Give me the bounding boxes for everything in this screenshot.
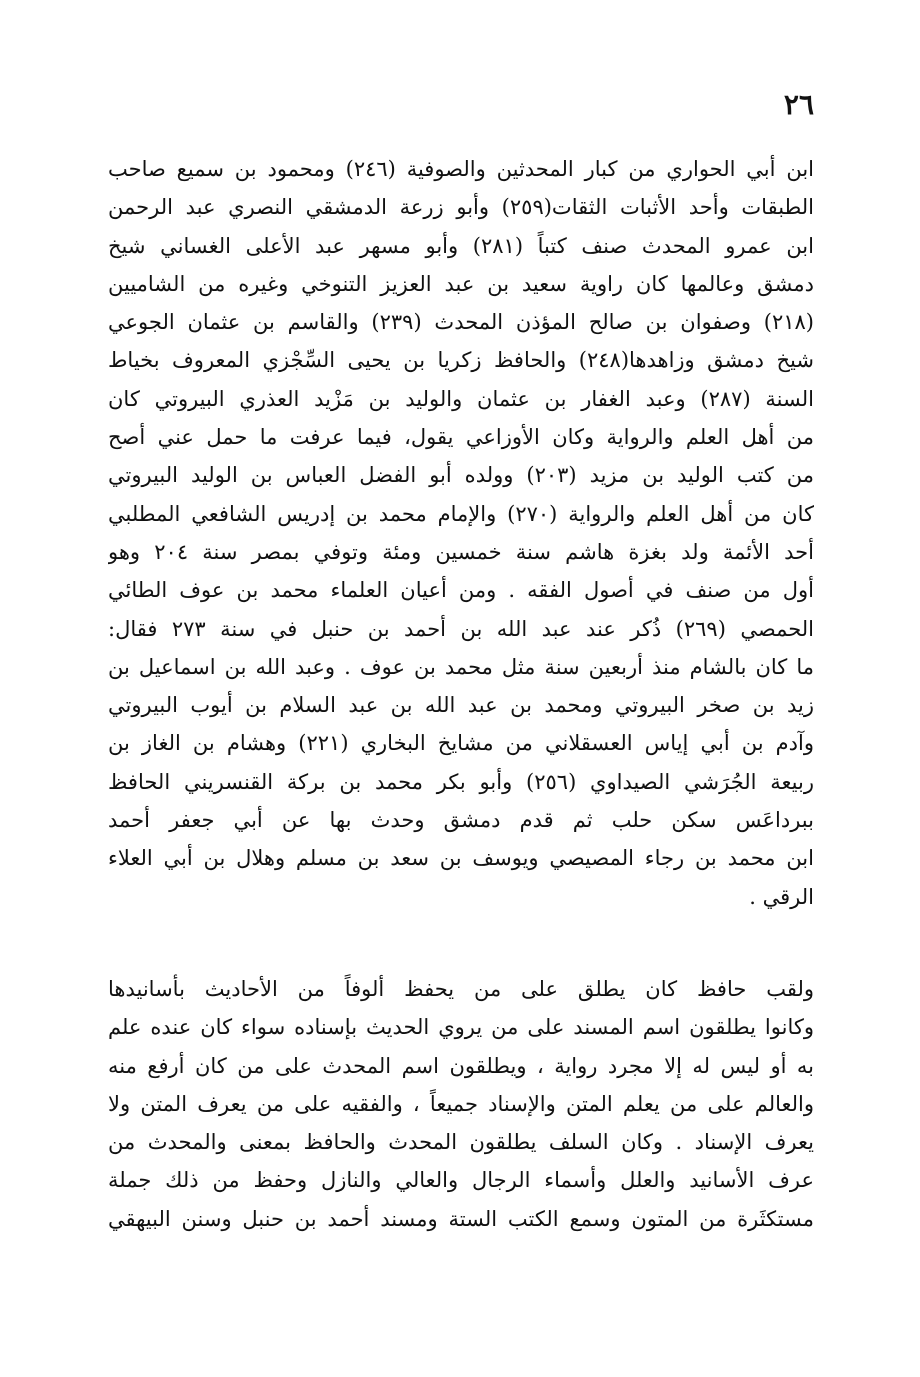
text-line: والعالم على من يعلم المتن والإسناد جميعاً ، والفقيه على من يعرف المتن ولا — [108, 1091, 814, 1116]
text-line: شيخ دمشق وزاهدها(٢٤٨) والحافظ زكريا بن يحيى السِّجْزي المعروف بخياط — [108, 348, 814, 373]
text-line: كان من أهل العلم والرواية (٢٧٠) والإمام محمد بن إدريس الشافعي المطلبي — [108, 501, 814, 526]
text-line: عرف الأسانيد والعلل وأسماء الرجال والعالي والنازل وحفظ من ذلك جملة — [108, 1168, 814, 1193]
text-line: السنة (٢٨٧) وعبد الغفار بن عثمان والوليد بن مَزْيد العذري البيروتي كان — [108, 386, 814, 411]
text-line: ربيعة الجُرَشي الصيداوي (٢٥٦) وأبو بكر محمد بن بركة القنسريني الحافظ — [108, 769, 814, 794]
text-line: أول من صنف في أصول الفقه . ومن أعيان العلماء محمد بن عوف الطائي — [108, 578, 814, 603]
text-line: دمشق وعالمها كان راوية سعيد بن عبد العزيز التنوخي وغيره من الشاميين — [108, 271, 814, 296]
paragraph-1 — [108, 150, 814, 916]
text-line: به أو ليس له إلا مجرد رواية ، ويطلقون اسم المحدث على من كان أرفع منه — [108, 1053, 814, 1078]
text-line: من أهل العلم والرواية وكان الأوزاعي يقول، فيما عرفت ما حمل عني أصح — [108, 425, 814, 450]
paragraph-2 — [108, 970, 814, 1238]
text-line: وآدم بن أبي إياس العسقلاني من مشايخ البخاري (٢٢١) وهشام بن الغاز بن — [108, 731, 814, 756]
text-line: من كتب الوليد بن مزيد (٢٠٣) وولده أبو الفضل العباس بن الوليد البيروتي — [108, 463, 814, 488]
text-line: أحد الأئمة ولد بغزة هاشم سنة خمسين ومئة وتوفي بمصر سنة ٢٠٤ وهو — [108, 539, 814, 564]
text-line: ما كان بالشام منذ أربعين سنة مثل محمد بن عوف . وعبد الله بن اسماعيل بن — [108, 654, 814, 679]
text-line: ابن أبي الحواري من كبار المحدثين والصوفية (٢٤٦) ومحمود بن سميع صاحب — [108, 157, 814, 181]
text-line: زيد بن صخر البيروتي ومحمد بن عبد الله بن عبد السلام بن أيوب البيروتي — [108, 693, 814, 718]
page-number: ٢٦ — [783, 88, 814, 121]
text-line: (٢١٨) وصفوان بن صالح المؤذن المحدث (٢٣٩) والقاسم بن عثمان الجوعي — [108, 310, 814, 335]
text-line: يعرف الإسناد . وكان السلف يطلقون المحدث والحافظ بمعنى والمحدث من — [108, 1130, 814, 1155]
text-line: وكانوا يطلقون اسم المسند على من يروي الحديث بإسناده سواء كان عنده علم — [108, 1015, 814, 1040]
text-line: الحمصي (٢٦٩) ذُكر عند عبد الله بن أحمد بن حنبل في سنة ٢٧٣ فقال: — [108, 616, 814, 641]
text-line: الطبقات وأحد الأثبات الثقات(٢٥٩) وأبو زرعة الدمشقي النصري عبد الرحمن — [108, 195, 814, 220]
text-line: ابن محمد بن رجاء المصيصي ويوسف بن سعد بن مسلم وهلال بن أبي العلاء — [108, 846, 814, 871]
text-line: ابن عمرو المحدث صنف كتباً (٢٨١) وأبو مسهر عبد الأعلى الغساني شيخ — [108, 233, 814, 258]
text-line: الرقي . — [749, 884, 814, 909]
text-line: ببرداعَس سكن حلب ثم قدم دمشق وحدث بها عن أبي جعفر أحمد — [108, 808, 814, 833]
text-line: ولقب حافظ كان يطلق على من يحفظ ألوفاً من الأحاديث بأسانيدها — [108, 977, 814, 1001]
text-line: مستكثَرة من المتون وسمع الكتب الستة ومسند أحمد بن حنبل وسنن البيهقي — [108, 1206, 814, 1231]
